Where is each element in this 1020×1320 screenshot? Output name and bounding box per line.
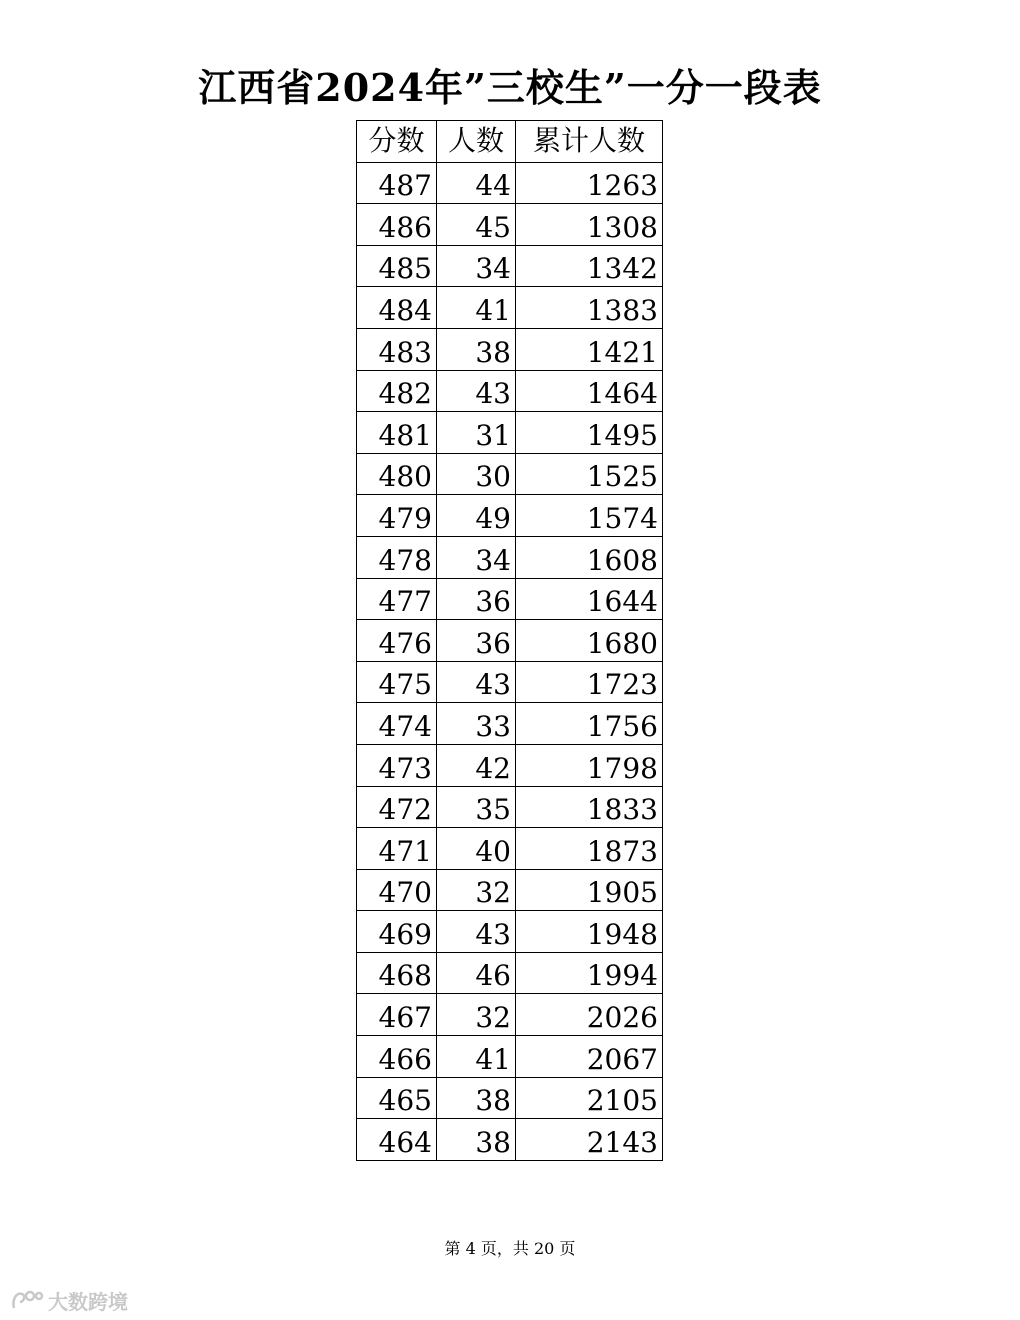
cell-count: 38 bbox=[437, 328, 516, 370]
table-row bbox=[357, 1036, 663, 1078]
table-row bbox=[357, 287, 663, 329]
cell-count: 43 bbox=[437, 661, 516, 703]
cell-cumulative: 1383 bbox=[516, 287, 663, 329]
cell-score: 480 bbox=[357, 453, 437, 495]
table-row bbox=[357, 994, 663, 1036]
table-row bbox=[357, 412, 663, 454]
cell-cumulative: 1308 bbox=[516, 204, 663, 246]
cell-cumulative: 1756 bbox=[516, 703, 663, 745]
table-row bbox=[357, 328, 663, 370]
cell-cumulative: 2105 bbox=[516, 1077, 663, 1119]
table-row bbox=[357, 1077, 663, 1119]
header-cumulative: 累计人数 bbox=[516, 121, 663, 163]
cell-score: 486 bbox=[357, 204, 437, 246]
cell-cumulative: 1680 bbox=[516, 620, 663, 662]
table-row bbox=[357, 786, 663, 828]
page-footer: 第 4 页，共 20 页 bbox=[444, 1239, 576, 1258]
page-title: 江西省2024年”三校生”一分一段表 bbox=[198, 65, 822, 110]
cell-cumulative: 1873 bbox=[516, 828, 663, 870]
cell-count: 42 bbox=[437, 744, 516, 786]
cell-score: 477 bbox=[357, 578, 437, 620]
cell-score: 471 bbox=[357, 828, 437, 870]
cell-count: 32 bbox=[437, 994, 516, 1036]
cell-cumulative: 1608 bbox=[516, 536, 663, 578]
table-row bbox=[357, 453, 663, 495]
table-row bbox=[357, 620, 663, 662]
table-row bbox=[357, 495, 663, 537]
table-row bbox=[357, 536, 663, 578]
cell-count: 30 bbox=[437, 453, 516, 495]
header-count: 人数 bbox=[437, 121, 516, 163]
table-row bbox=[357, 1119, 663, 1161]
cell-count: 43 bbox=[437, 370, 516, 412]
cell-score: 467 bbox=[357, 994, 437, 1036]
cell-count: 45 bbox=[437, 204, 516, 246]
watermark bbox=[10, 1286, 128, 1315]
table-row bbox=[357, 869, 663, 911]
cell-score: 464 bbox=[357, 1119, 437, 1161]
cell-cumulative: 1263 bbox=[516, 162, 663, 204]
header-score: 分数 bbox=[357, 121, 437, 163]
table-row bbox=[357, 911, 663, 953]
cell-cumulative: 2067 bbox=[516, 1036, 663, 1078]
table-row bbox=[357, 245, 663, 287]
cell-cumulative: 2026 bbox=[516, 994, 663, 1036]
table-row bbox=[357, 578, 663, 620]
cell-count: 49 bbox=[437, 495, 516, 537]
cell-score: 473 bbox=[357, 744, 437, 786]
cell-score: 484 bbox=[357, 287, 437, 329]
cell-cumulative: 1495 bbox=[516, 412, 663, 454]
table-body bbox=[357, 162, 663, 1160]
table-row bbox=[357, 703, 663, 745]
cell-score: 470 bbox=[357, 869, 437, 911]
cell-score: 465 bbox=[357, 1077, 437, 1119]
cell-count: 46 bbox=[437, 952, 516, 994]
cell-count: 38 bbox=[437, 1077, 516, 1119]
cell-score: 468 bbox=[357, 952, 437, 994]
cell-count: 36 bbox=[437, 578, 516, 620]
table-header-row bbox=[357, 121, 663, 163]
cell-score: 481 bbox=[357, 412, 437, 454]
cell-count: 38 bbox=[437, 1119, 516, 1161]
logo-icon bbox=[10, 1288, 44, 1314]
cell-score: 472 bbox=[357, 786, 437, 828]
cell-cumulative: 1723 bbox=[516, 661, 663, 703]
cell-cumulative: 1464 bbox=[516, 370, 663, 412]
cell-score: 483 bbox=[357, 328, 437, 370]
cell-score: 474 bbox=[357, 703, 437, 745]
cell-count: 34 bbox=[437, 245, 516, 287]
watermark-text: 大数跨境 bbox=[48, 1290, 128, 1314]
cell-score: 478 bbox=[357, 536, 437, 578]
cell-score: 485 bbox=[357, 245, 437, 287]
cell-count: 41 bbox=[437, 1036, 516, 1078]
cell-cumulative: 1644 bbox=[516, 578, 663, 620]
cell-count: 40 bbox=[437, 828, 516, 870]
cell-count: 43 bbox=[437, 911, 516, 953]
cell-count: 32 bbox=[437, 869, 516, 911]
cell-count: 33 bbox=[437, 703, 516, 745]
table-row bbox=[357, 744, 663, 786]
table-row bbox=[357, 828, 663, 870]
cell-score: 487 bbox=[357, 162, 437, 204]
cell-cumulative: 1948 bbox=[516, 911, 663, 953]
cell-score: 482 bbox=[357, 370, 437, 412]
cell-score: 466 bbox=[357, 1036, 437, 1078]
cell-cumulative: 1994 bbox=[516, 952, 663, 994]
cell-score: 479 bbox=[357, 495, 437, 537]
cell-score: 469 bbox=[357, 911, 437, 953]
table-row bbox=[357, 661, 663, 703]
cell-cumulative: 1421 bbox=[516, 328, 663, 370]
cell-cumulative: 1525 bbox=[516, 453, 663, 495]
cell-cumulative: 2143 bbox=[516, 1119, 663, 1161]
cell-cumulative: 1833 bbox=[516, 786, 663, 828]
cell-cumulative: 1798 bbox=[516, 744, 663, 786]
cell-score: 475 bbox=[357, 661, 437, 703]
cell-count: 41 bbox=[437, 287, 516, 329]
cell-count: 34 bbox=[437, 536, 516, 578]
table-row bbox=[357, 952, 663, 994]
table-row bbox=[357, 204, 663, 246]
score-table bbox=[356, 120, 663, 1161]
cell-cumulative: 1905 bbox=[516, 869, 663, 911]
cell-count: 31 bbox=[437, 412, 516, 454]
table-row bbox=[357, 370, 663, 412]
cell-score: 476 bbox=[357, 620, 437, 662]
cell-count: 35 bbox=[437, 786, 516, 828]
cell-count: 36 bbox=[437, 620, 516, 662]
cell-cumulative: 1342 bbox=[516, 245, 663, 287]
cell-count: 44 bbox=[437, 162, 516, 204]
table-row bbox=[357, 162, 663, 204]
cell-cumulative: 1574 bbox=[516, 495, 663, 537]
